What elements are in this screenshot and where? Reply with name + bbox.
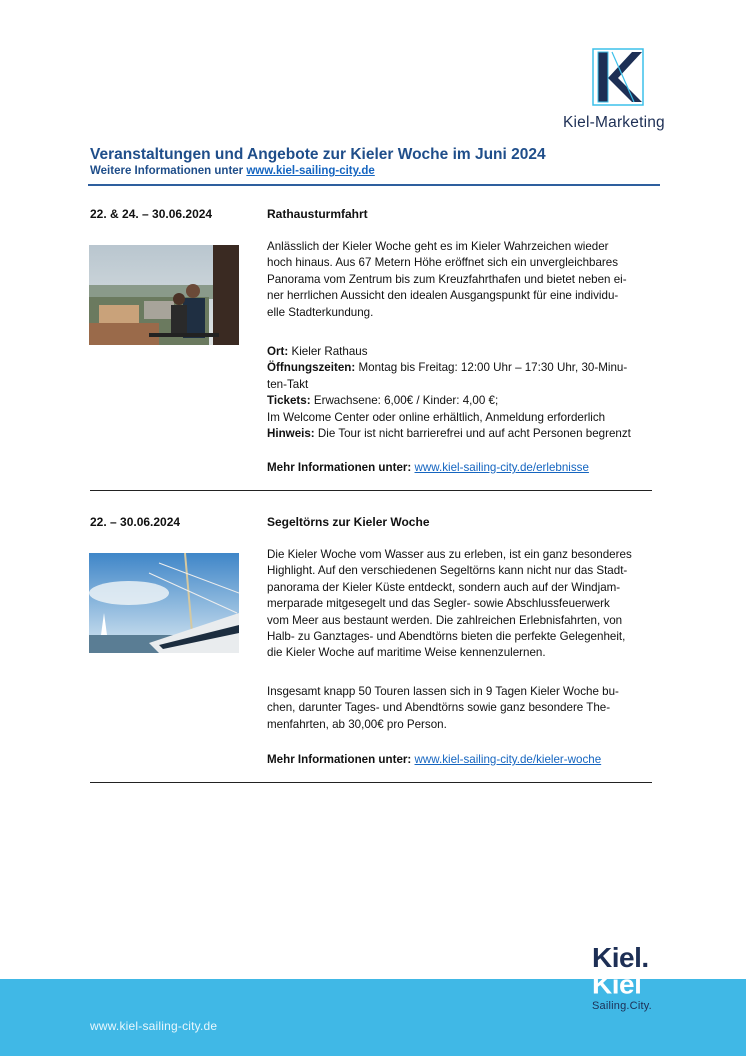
website-link[interactable]: www.kiel-sailing-city.de [246,165,375,177]
ort-row: Ort: Kieler Rathaus [267,345,368,358]
kiel-sailing-city-logo [592,944,672,1012]
sailing-ship-photo [89,553,239,653]
header-divider [88,184,660,186]
zeiten-row: Öffnungszeiten: Montag bis Freitag: 12:00 Uhr – 17:30 Uhr, 30-Minu- [267,361,628,375]
more-info [267,460,658,476]
text-line: die Kieler Woche auf maritime Weise kennenzulernen. [267,646,546,660]
event-description [267,547,658,662]
tickets-row: Tickets: Erwachsene: 6,00€ / Kinder: 4,00 €; [267,394,499,408]
text-line: menfahrten, ab 30,00€ pro Person. [267,717,447,731]
text-line: chen, darunter Tages- und Abendtörns sowie ganz besondere The- [267,701,611,715]
text-line: Highlight. Auf den verschiedenen Segeltörns kann nicht nur das Stadt- [267,564,628,578]
text-line: hoch hinaus. Aus 67 Metern Höhe eröffnet sich ein unvergleichbares [267,256,619,270]
more-info [267,752,658,768]
brand-kiel: Kiel. [592,942,649,973]
event-title: Rathausturmfahrt [267,207,368,221]
event-details [267,344,658,442]
more-info-label: Mehr Informationen unter: [267,461,412,474]
section-divider [90,782,652,783]
text-line: Insgesamt knapp 50 Touren lassen sich in 9 Tagen Kieler Woche bu- [267,685,619,698]
text-line: ner herrlichen Aussicht den idealen Ausgangspunkt für eine individu- [267,289,619,303]
kiel-marketing-logo-icon [592,48,644,106]
page-subtitle [90,165,375,177]
erlebnisse-link[interactable]: www.kiel-sailing-city.de/erlebnisse [414,461,589,474]
zeiten-row-cont: ten-Takt [267,377,309,391]
section-divider [90,490,652,491]
logo-text: Kiel-Marketing [563,114,665,131]
tickets-row-cont: Im Welcome Center oder online erhältlich, Anmeldung erforderlich [267,410,606,424]
more-info-label: Mehr Informationen unter: [267,753,412,766]
hinweis-row: Hinweis: Die Tour ist nicht barrierefrei und auf acht Personen begrenzt [267,427,631,441]
subtitle-prefix: Weitere Informationen unter [90,165,244,177]
text-line: panorama der Kieler Küste entdeckt, sondern auch auf der Windjam- [267,580,621,594]
text-line: Anlässlich der Kieler Woche geht es im Kieler Wahrzeichen wieder [267,240,609,253]
event-date: 22. & 24. – 30.06.2024 [90,207,213,221]
text-line: elle Stadterkundung. [267,305,374,319]
text-line: merparade mitgesegelt und das Segler- sowie Abschlussfeuerwerk [267,597,610,611]
rathaus-tower-photo [89,245,239,345]
event-date: 22. – 30.06.2024 [90,515,181,529]
text-line: Halb- zu Ganztages- und Abendtörns bieten die perfekte Gelegenheit, [267,630,626,644]
text-line: Panorama vom Zentrum bis zum Kreuzfahrthafen und bietet neben ei- [267,272,627,286]
event-title: Segeltörns zur Kieler Woche [267,515,430,529]
page-title: Veranstaltungen und Angebote zur Kieler Woche im Juni 2024 [90,146,546,163]
footer-url[interactable]: www.kiel-sailing-city.de [90,1019,218,1033]
brand-tagline: Sailing.City. [592,1000,652,1012]
event-description [267,239,658,321]
kieler-woche-link[interactable]: www.kiel-sailing-city.de/kieler-woche [414,753,602,766]
text-line: vom Meer aus bestaunt werden. Die zahlreichen Erlebnisfahrten, von [267,613,623,627]
brand-kiel-mirror: Kiel [592,969,642,1000]
event-description-2 [267,684,658,733]
text-line: Die Kieler Woche vom Wasser aus zu erleben, ist ein ganz besonderes [267,548,632,561]
